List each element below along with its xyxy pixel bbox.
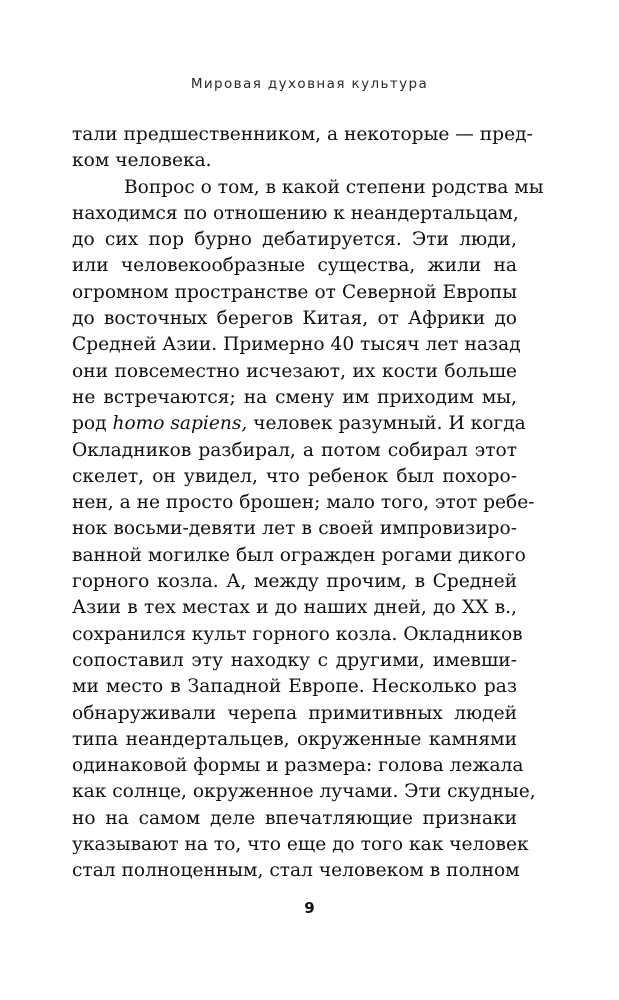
text-line: обнаруживали черепа примитивных людей xyxy=(72,702,517,724)
text-line: они повсеместно исчезают, их кости больше xyxy=(72,360,517,382)
text-line: стал полноценным, стал человеком в полном xyxy=(72,860,520,882)
text-line: скелет, он увидел, что ребенок был похоро- xyxy=(72,465,517,487)
text-line: Средней Азии. Примерно 40 тысяч лет назад xyxy=(72,334,521,356)
text-line: сопоставил эту находку с другими, имевши- xyxy=(72,649,517,671)
text-line: ми место в Западной Европе. Несколько раз xyxy=(72,676,517,698)
text-line: сохранился культ горного козла. Окладников xyxy=(72,623,523,645)
text-line: нок восьми-девяти лет в своей импровизиро- xyxy=(72,518,517,540)
text-line: ванной могилке был огражден рогами дикого xyxy=(72,544,526,566)
text-line: одинаковой формы и размера: голова лежала xyxy=(72,755,524,777)
page-number: 9 xyxy=(304,899,315,917)
text-line: не встречаются; на смену им приходим мы, xyxy=(72,386,517,408)
body-text xyxy=(72,122,544,885)
text-segment: человек разумный. И когда xyxy=(247,413,526,435)
latin-term: homo sapiens, xyxy=(112,413,248,435)
text-line: до сих пор бурно дебатируется. Эти люди, xyxy=(72,229,517,251)
text-line: указывают на то, что еще до того как человек xyxy=(72,834,529,856)
text-line xyxy=(72,411,526,437)
text-line: как солнце, окруженное лучами. Эти скудные, xyxy=(72,781,536,803)
text-line: Азии в тех местах и до наших дней, до XX в., xyxy=(72,597,517,619)
text-line: горного козла. А, между прочим, в Средней xyxy=(72,571,517,593)
text-line: огромном пространстве от Северной Европы xyxy=(72,281,517,303)
text-line: Вопрос о том, в какой степени родства мы xyxy=(124,176,544,198)
text-line: находимся по отношению к неандертальцам, xyxy=(72,202,519,224)
text-line: до восточных берегов Китая, от Африки до xyxy=(72,308,517,330)
text-line: но на самом деле впечатляющие признаки xyxy=(72,807,517,829)
running-head: Мировая духовная культура xyxy=(190,76,429,92)
text-line: Окладников разбирал, а потом собирал этот xyxy=(72,439,517,461)
text-line: нен, а не просто брошен; мало того, этот ребе- xyxy=(72,492,535,514)
text-segment: род xyxy=(72,413,113,435)
text-line: ком человека. xyxy=(72,150,212,172)
text-line: тали предшественником, а некоторые — пред- xyxy=(72,124,533,145)
text-line: или человекообразные существа, жили на xyxy=(72,255,517,277)
text-line: типа неандертальцев, окруженные камнями xyxy=(72,728,517,750)
